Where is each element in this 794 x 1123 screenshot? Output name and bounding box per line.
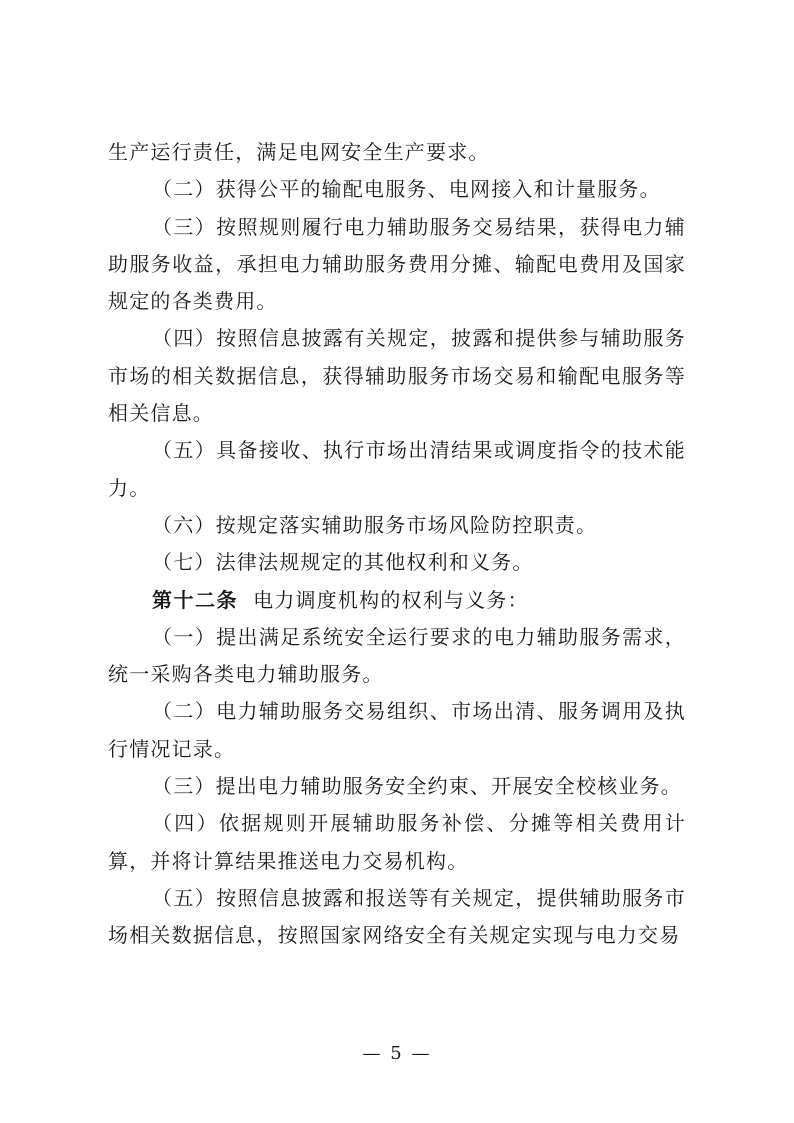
paragraph-duty-3: （三）提出电力辅助服务安全约束、开展安全校核业务。 — [152, 774, 682, 799]
paragraph-item-2: （二）获得公平的输配电服务、电网接入和计量服务。 — [152, 177, 661, 202]
paragraph-duty-2: （二）电力辅助服务交易组织、市场出清、服务调用及执行情况记录。 — [108, 699, 686, 761]
page-number: — 5 — — [362, 1043, 432, 1064]
paragraph-item-5: （五）具备接收、执行市场出清结果或调度指令的技术能力。 — [108, 438, 686, 500]
paragraph-duty-5: （五）按照信息披露和报送等有关规定，提供辅助服务市场相关数据信息，按照国家网络安全有关规定实现与电力交易 — [108, 885, 686, 948]
paragraph-item-4: （四）按照信息披露有关规定，披露和提供参与辅助服务市场的相关数据信息，获得辅助服务市场交易和输配电服务等相关信息。 — [108, 326, 686, 426]
article-heading: 第十二条 — [152, 587, 238, 612]
article-text: 电力调度机构的权利与义务： — [253, 587, 529, 612]
article-twelve — [108, 582, 686, 619]
paragraph-item-7: （七）法律法规规定的其他权利和义务。 — [152, 550, 534, 575]
paragraph-continuation: 生产运行责任，满足电网安全生产要求。 — [108, 140, 490, 164]
paragraph-item-3: （三）按照规则履行电力辅助服务交易结果，获得电力辅助服务收益，承担电力辅助服务费用分摊、输配电费用及国家规定的各类费用。 — [108, 214, 686, 314]
paragraph-item-6: （六）按规定落实辅助服务市场风险防控职责。 — [152, 512, 598, 537]
paragraph-duty-1: （一）提出满足系统安全运行要求的电力辅助服务需求，统一采购各类电力辅助服务。 — [108, 624, 686, 687]
paragraph-duty-4: （四）依据规则开展辅助服务补偿、分摊等相关费用计算，并将计算结果推送电力交易机构。 — [108, 811, 686, 873]
document-body — [108, 134, 686, 955]
